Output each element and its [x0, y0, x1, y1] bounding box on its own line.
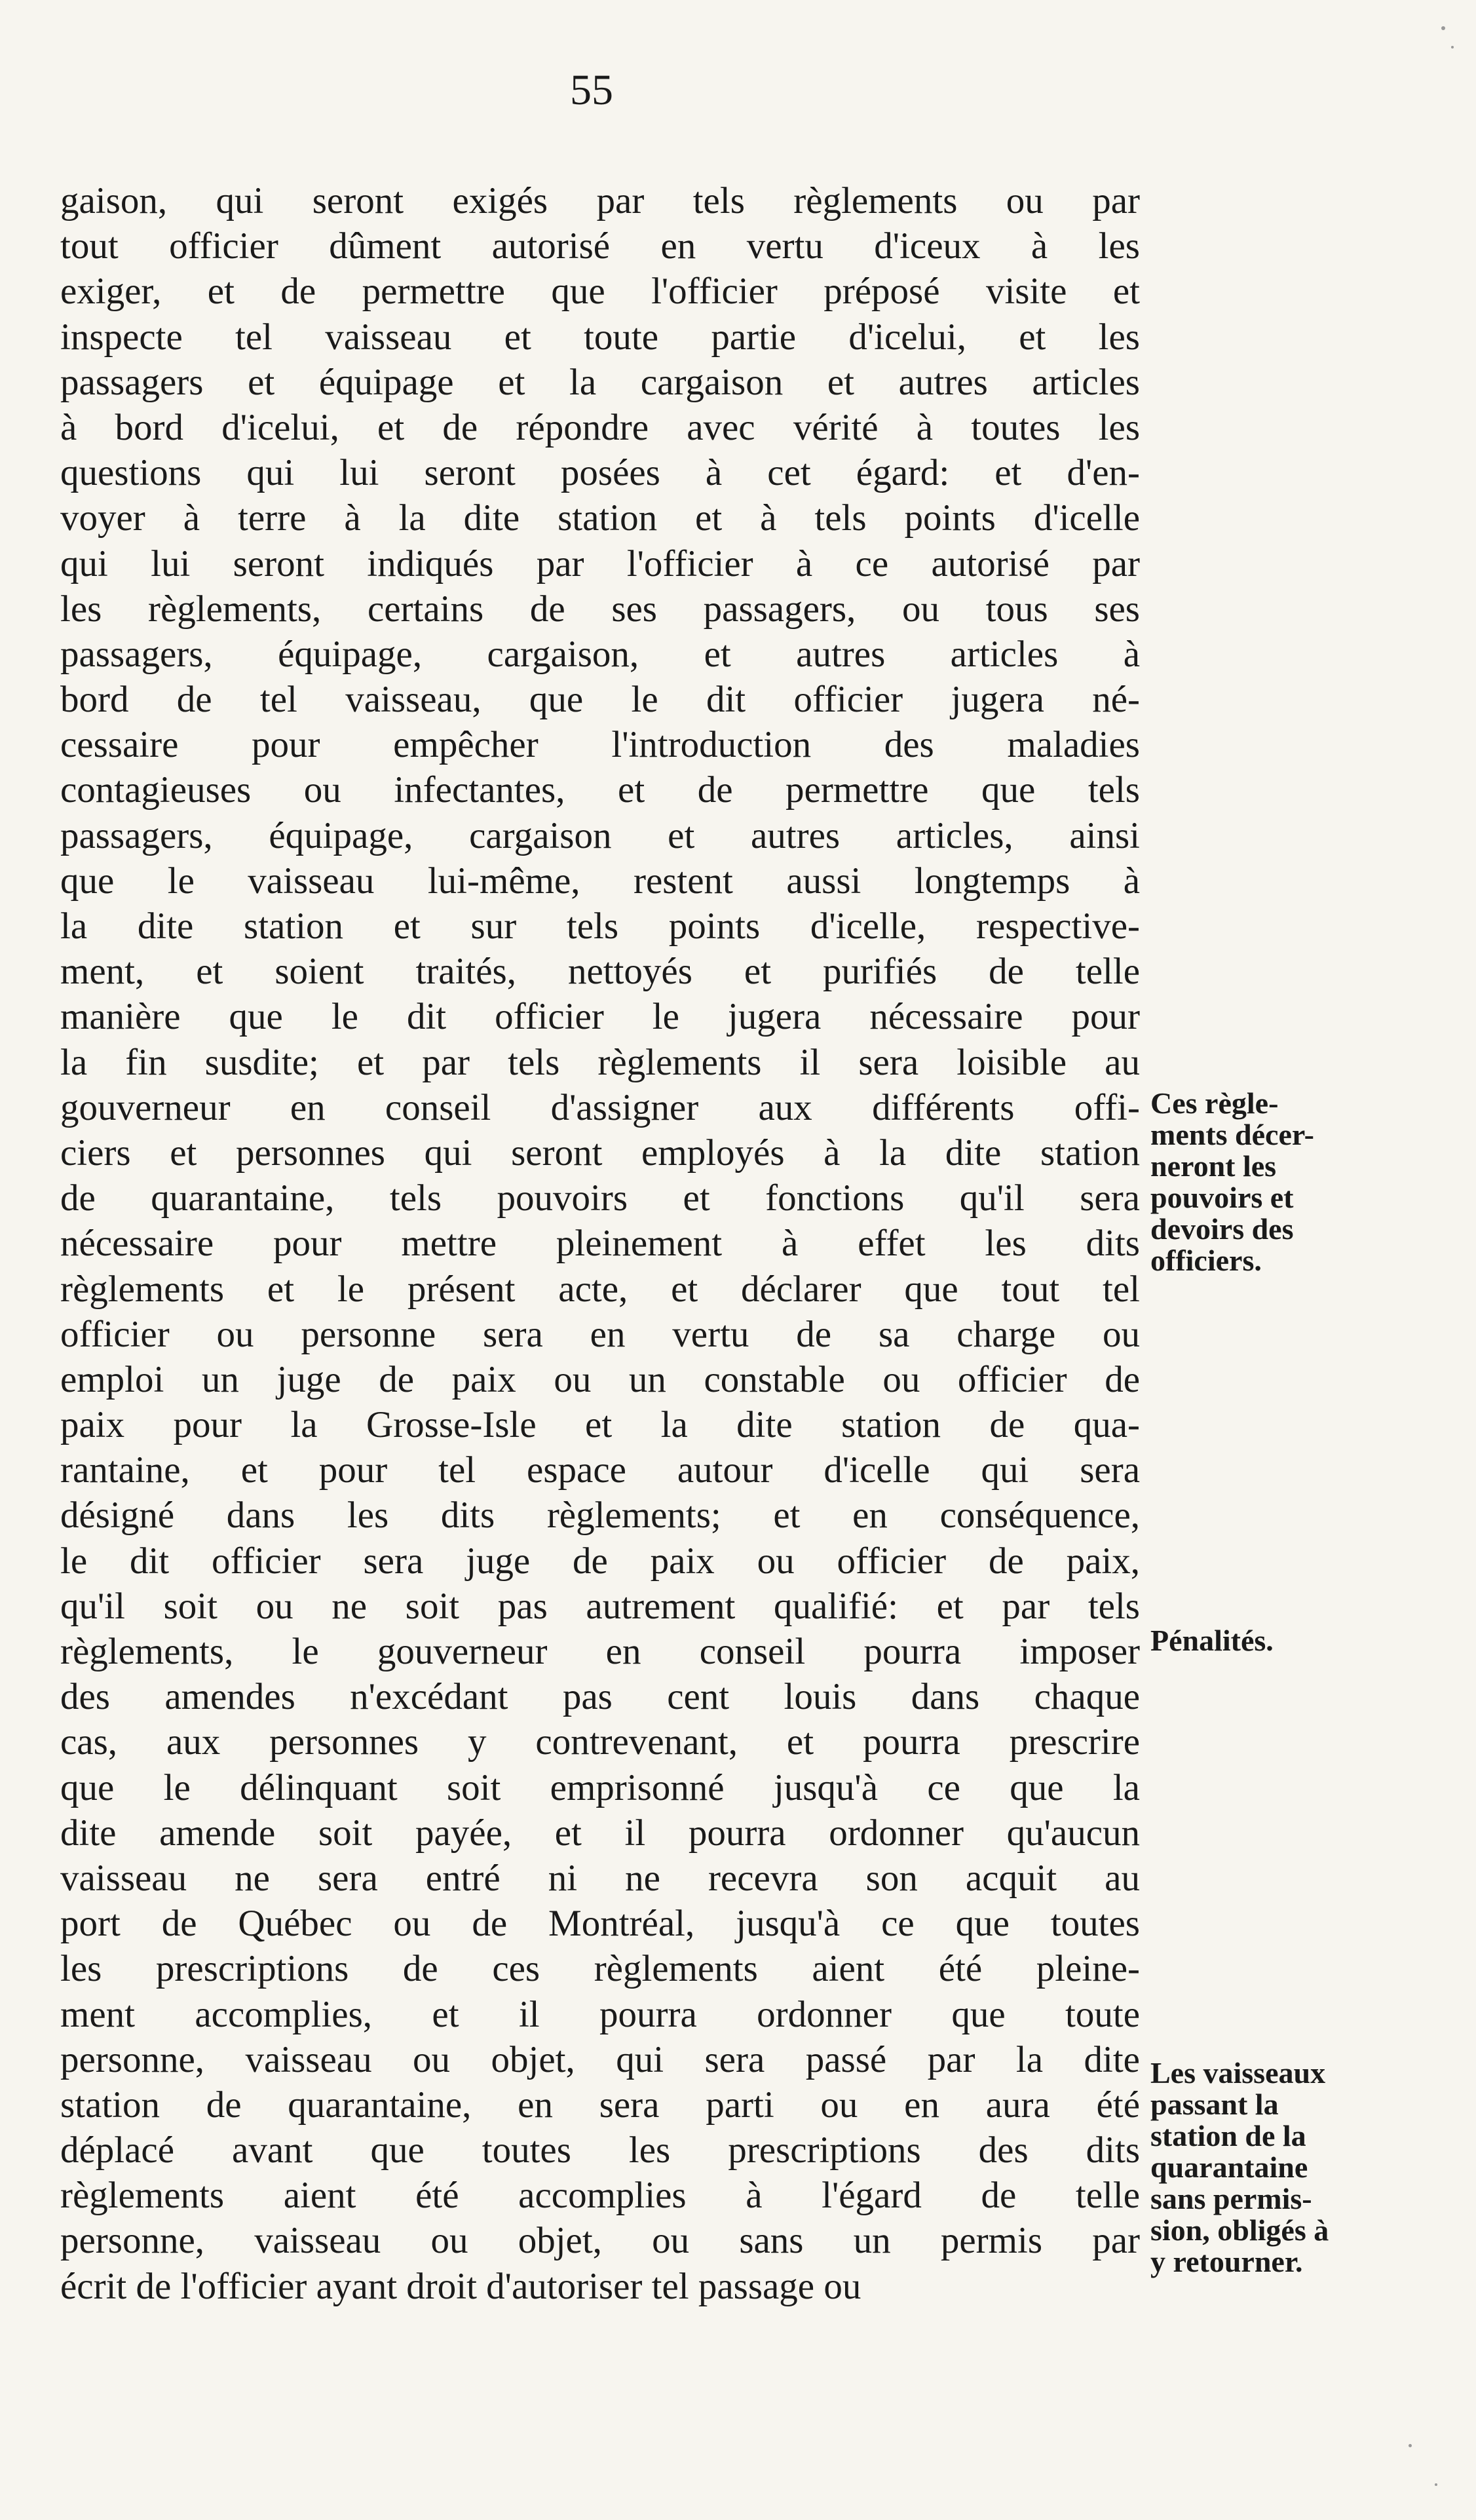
body-line: dite amende soit payée, et il pourra ordonner qu'aucun — [60, 1812, 1140, 1854]
body-line: ment accomplies, et il pourra ordonner que toute — [60, 1993, 1140, 2035]
body-line: qu'il soit ou ne soit pas autrement qualifié: et par tels — [60, 1585, 1140, 1627]
margin-note-line: station de la — [1150, 2119, 1306, 2152]
body-line: désigné dans les dits règlements; et en conséquence, — [60, 1495, 1140, 1537]
body-line: des amendes n'excédant pas cent louis dans chaque — [60, 1676, 1140, 1718]
margin-note-line: Les vaisseaux — [1150, 2056, 1326, 2090]
margin-note-line: y retourner. — [1150, 2245, 1303, 2278]
body-line: règlements aient été accomplies à l'égard de telle — [60, 2175, 1140, 2217]
body-line: déplacé avant que toutes les prescriptions des dits — [60, 2129, 1140, 2171]
margin-note-line: officiers. — [1150, 1244, 1262, 1277]
body-line: passagers, équipage, cargaison et autres articles, ainsi — [60, 814, 1140, 856]
body-line: qui lui seront indiqués par l'officier à ce autorisé par — [60, 543, 1140, 584]
page-number: 55 — [570, 66, 613, 114]
body-line: cessaire pour empêcher l'introduction des maladies — [60, 724, 1140, 766]
body-line: port de Québec ou de Montréal, jusqu'à ce que toutes — [60, 1903, 1140, 1945]
body-line: à bord d'icelui, et de répondre avec vérité à toutes les — [60, 406, 1140, 448]
body-line: manière que le dit officier le jugera nécessaire pour — [60, 996, 1140, 1038]
margin-note-line: Ces règle- — [1150, 1086, 1279, 1120]
body-line: questions qui lui seront posées à cet égard: et d'en- — [60, 452, 1140, 494]
body-line: les prescriptions de ces règlements aient été pleine- — [60, 1948, 1140, 1990]
body-line: tout officier dûment autorisé en vertu d'iceux à les — [60, 225, 1140, 267]
body-line: ciers et personnes qui seront employés à la dite station — [60, 1132, 1140, 1174]
body-line: gouverneur en conseil d'assigner aux différents offi- — [60, 1086, 1140, 1128]
margin-note-line: passant la — [1150, 2088, 1279, 2121]
body-line: personne, vaisseau ou objet, qui sera passé par la dite — [60, 2038, 1140, 2080]
body-line: que le délinquant soit emprisonné jusqu'à ce que la — [60, 1766, 1140, 1808]
margin-note-line: devoirs des — [1150, 1212, 1294, 1246]
body-line: bord de tel vaisseau, que le dit officier jugera né- — [60, 679, 1140, 721]
body-line: personne, vaisseau ou objet, ou sans un permis par — [60, 2220, 1140, 2262]
margin-note-vessels-return — [1150, 2057, 1458, 2278]
margin-note-officers-powers — [1150, 1088, 1458, 1276]
body-line: gaison, qui seront exigés par tels règlements ou par — [60, 180, 1140, 221]
body-line: passagers, équipage, cargaison, et autres articles à — [60, 633, 1140, 675]
body-line: nécessaire pour mettre pleinement à effet les dits — [60, 1223, 1140, 1265]
margin-note-line: Pénalités. — [1150, 1624, 1274, 1657]
scan-speck — [1435, 2483, 1437, 2486]
body-line: passagers et équipage et la cargaison et autres articles — [60, 361, 1140, 403]
body-line: paix pour la Grosse-Isle et la dite station de qua- — [60, 1404, 1140, 1446]
body-line: ment, et soient traités, nettoyés et purifiés de telle — [60, 951, 1140, 993]
body-line: contagieuses ou infectantes, et de permettre que tels — [60, 769, 1140, 811]
body-line: la fin susdite; et par tels règlements il sera loisible au — [60, 1041, 1140, 1083]
body-line: voyer à terre à la dite station et à tels points d'icelle — [60, 497, 1140, 539]
body-line: la dite station et sur tels points d'icelle, respective- — [60, 906, 1140, 947]
body-line: les règlements, certains de ses passagers, ou tous ses — [60, 588, 1140, 630]
body-text — [60, 178, 1140, 2309]
body-line: règlements, le gouverneur en conseil pourra imposer — [60, 1631, 1140, 1672]
body-line: règlements et le présent acte, et déclarer que tout tel — [60, 1268, 1140, 1310]
scan-speck — [1451, 46, 1454, 48]
margin-note-line: quarantaine — [1150, 2150, 1308, 2184]
body-line: cas, aux personnes y contrevenant, et pourra prescrire — [60, 1721, 1140, 1763]
body-line: rantaine, et pour tel espace autour d'icelle qui sera — [60, 1449, 1140, 1491]
body-line: le dit officier sera juge de paix ou officier de paix, — [60, 1540, 1140, 1582]
scan-speck — [1409, 2444, 1412, 2447]
margin-note-penalties — [1150, 1625, 1458, 1656]
body-line: écrit de l'officier ayant droit d'autoriser tel passage ou — [60, 2265, 861, 2307]
body-line: exiger, et de permettre que l'officier préposé visite et — [60, 271, 1140, 313]
body-line: vaisseau ne sera entré ni ne recevra son acquit au — [60, 1857, 1140, 1899]
margin-note-line: pouvoirs et — [1150, 1181, 1294, 1214]
margin-note-line: neront les — [1150, 1149, 1277, 1183]
body-line: inspecte tel vaisseau et toute partie d'icelui, et les — [60, 316, 1140, 358]
body-line: de quarantaine, tels pouvoirs et fonctions qu'il sera — [60, 1177, 1140, 1219]
body-line: officier ou personne sera en vertu de sa charge ou — [60, 1313, 1140, 1355]
body-line: que le vaisseau lui-même, restent aussi longtemps à — [60, 860, 1140, 902]
scan-speck — [1441, 26, 1445, 30]
body-line: station de quarantaine, en sera parti ou en aura été — [60, 2084, 1140, 2126]
margin-note-line: ments décer- — [1150, 1118, 1314, 1151]
body-line: emploi un juge de paix ou un constable ou officier de — [60, 1358, 1140, 1400]
margin-note-line: sans permis- — [1150, 2182, 1312, 2215]
margin-note-line: sion, obligés à — [1150, 2213, 1329, 2247]
